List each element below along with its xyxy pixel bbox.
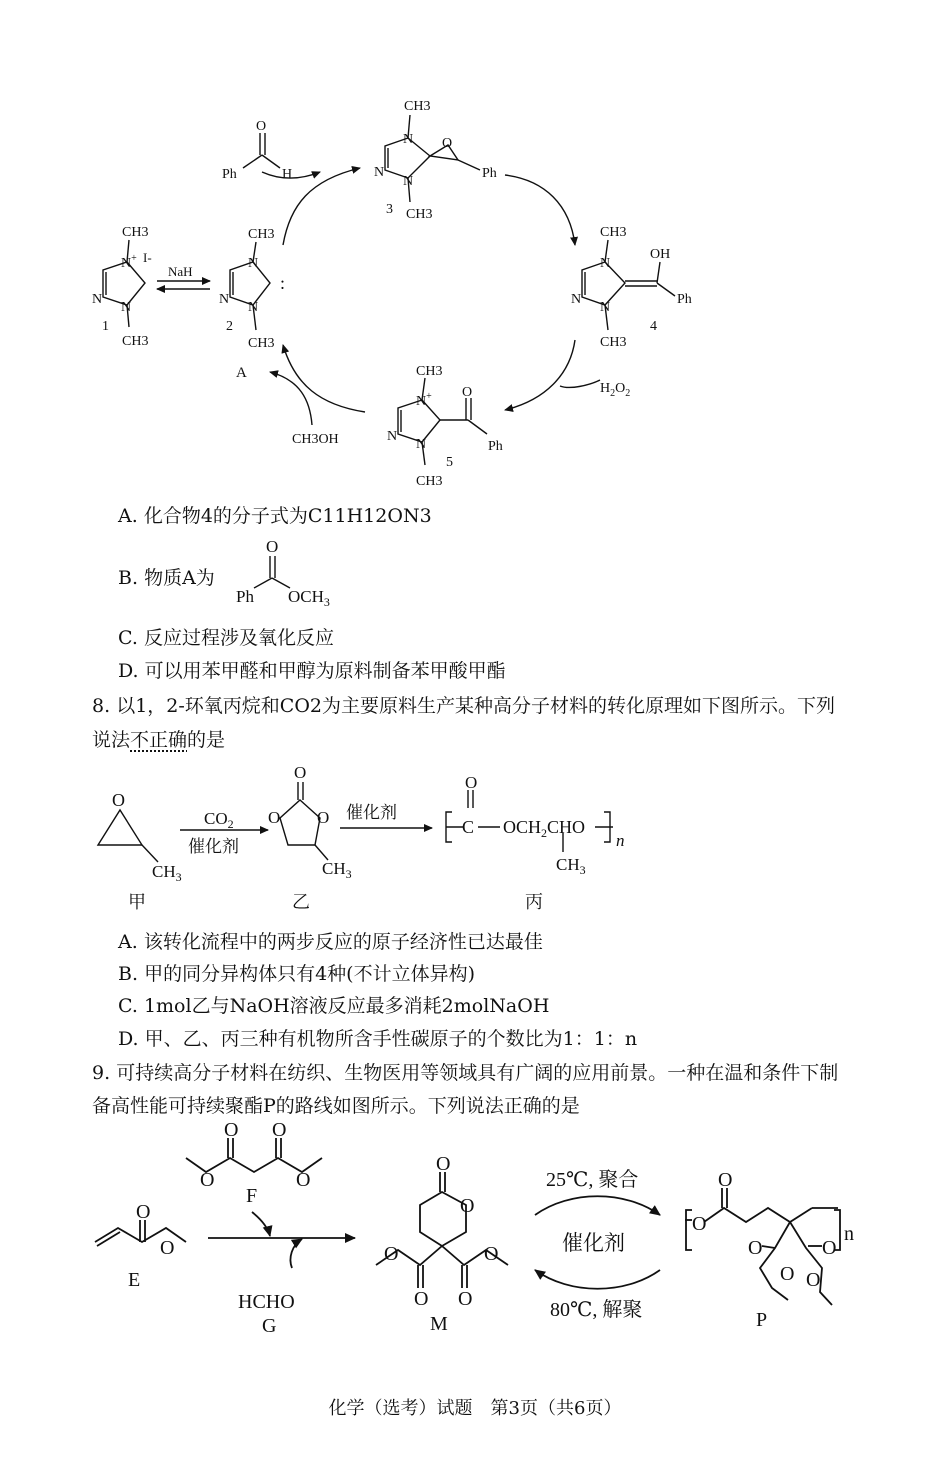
svg-text:O: O xyxy=(436,1153,451,1175)
c5-methyl-top: CH3 xyxy=(416,364,443,379)
co2-label: $CO_2$ xyxy=(204,809,234,831)
q9-stem-line1: 9. 可持续高分子材料在纺织、生物医用等领域具有广阔的应用前景。一种在温和条件下制 xyxy=(92,1062,839,1084)
svg-text:O: O xyxy=(692,1213,707,1235)
och3-label: $OCH_3$ xyxy=(288,587,330,609)
q8-stem-line2: 说法不正确的是 xyxy=(92,729,226,751)
nah-label: NaH xyxy=(168,264,193,279)
label-bing: 丙 xyxy=(525,892,543,912)
label-e: E xyxy=(128,1269,141,1291)
svg-text:N: N xyxy=(403,132,414,147)
c5-number: 5 xyxy=(446,455,453,470)
svg-text:O: O xyxy=(822,1237,837,1259)
product-a-label: A xyxy=(236,365,247,381)
q7-option-b-text: 物质A为 xyxy=(144,567,215,589)
svg-text:O: O xyxy=(458,1288,473,1310)
c3-methyl-bottom: CH3 xyxy=(406,207,433,222)
c3-methyl-top: CH3 xyxy=(404,99,431,114)
svg-text:O: O xyxy=(806,1269,821,1291)
hcho-label: HCHO xyxy=(238,1291,295,1313)
svg-text:O: O xyxy=(748,1237,763,1259)
h2o2-label: $H_2O_2$ xyxy=(600,381,631,399)
c5-ph: Ph xyxy=(488,439,503,454)
c4-ph: Ph xyxy=(677,292,692,307)
p-subscript-n: n xyxy=(844,1223,854,1245)
c4-methyl-bottom: CH3 xyxy=(600,335,627,350)
c4-methyl-top: CH3 xyxy=(600,225,627,240)
catalytic-cycle-scheme xyxy=(0,0,950,500)
svg-text:O: O xyxy=(256,119,267,134)
q8-emphasis: 不正确 xyxy=(130,729,188,751)
catalyst-label-2: 催化剂 xyxy=(346,803,397,822)
svg-text:N: N xyxy=(571,292,582,307)
bing-methyl: $CH_3$ xyxy=(556,855,586,877)
q7-option-b: B. 物质A为 xyxy=(118,567,215,589)
c1-n-plus: N+ xyxy=(121,253,137,271)
polymer-repeat-unit: $OCH_2CHO$ xyxy=(503,817,586,840)
q7-option-a: A. 化合物4的分子式为C11H12ON3 xyxy=(118,505,432,527)
c1-n-bottom: N xyxy=(121,300,132,315)
svg-text:O: O xyxy=(465,773,478,792)
svg-text:H: H xyxy=(282,167,293,182)
svg-text:O: O xyxy=(268,808,281,827)
svg-text:O: O xyxy=(112,790,125,810)
svg-text:O: O xyxy=(384,1243,399,1265)
c2-number: 2 xyxy=(226,319,233,334)
q8-option-d: D. 甲、乙、丙三种有机物所含手性碳原子的个数比为1：1：n xyxy=(118,1028,638,1050)
c2-methyl-top: CH3 xyxy=(248,227,275,242)
svg-text:O: O xyxy=(462,385,473,400)
svg-text:O: O xyxy=(718,1169,733,1191)
subscript-n: n xyxy=(616,831,625,850)
c1-methyl-top: CH3 xyxy=(122,225,149,240)
forward-condition: 25℃, 聚合 xyxy=(546,1169,639,1191)
svg-text:N: N xyxy=(600,256,611,271)
methyl-benzoate-structure xyxy=(232,537,352,609)
c2-methyl-bottom: CH3 xyxy=(248,336,275,351)
svg-text:N: N xyxy=(600,300,611,315)
q9-stem-line2: 备高性能可持续聚酯P的路线如图所示。下列说法正确的是 xyxy=(92,1095,580,1117)
svg-text:O: O xyxy=(460,1195,475,1217)
carbene-lone-pair: : xyxy=(280,273,286,293)
q8-option-a: A. 该转化流程中的两步反应的原子经济性已达最佳 xyxy=(118,931,543,953)
svg-text:N: N xyxy=(403,174,414,189)
page-footer: 化学（选考）试题 第3页（共6页） xyxy=(328,1398,622,1419)
catalyst-label-1: 催化剂 xyxy=(188,837,239,856)
svg-text:O: O xyxy=(317,808,330,827)
label-f: F xyxy=(246,1185,258,1207)
q7-option-c: C. 反应过程涉及氧化反应 xyxy=(118,627,334,649)
label-jia: 甲 xyxy=(128,892,146,912)
svg-text:O: O xyxy=(294,763,307,782)
c1-methyl-bottom: CH3 xyxy=(122,334,149,349)
yi-methyl: $CH_3$ xyxy=(322,859,352,881)
svg-text:O: O xyxy=(200,1169,215,1191)
label-m: M xyxy=(430,1313,448,1335)
ph-label: Ph xyxy=(236,587,254,606)
c4-number: 4 xyxy=(650,319,657,334)
q8-stem-line1: 8. 以1，2-环氧丙烷和CO2为主要原料生产某种高分子材料的转化原理如下图所示。下列 xyxy=(92,695,835,717)
svg-text:N: N xyxy=(374,165,385,180)
q7-option-c-text: 反应过程涉及氧化反应 xyxy=(143,627,334,649)
svg-text:O: O xyxy=(272,1119,287,1141)
svg-text:O: O xyxy=(266,537,279,556)
svg-text:O: O xyxy=(780,1263,795,1285)
catalyst-label: 催化剂 xyxy=(562,1231,625,1255)
c3-number: 3 xyxy=(386,202,393,217)
label-g: G xyxy=(262,1315,277,1337)
svg-text:N: N xyxy=(248,256,259,271)
jia-methyl: $CH_3$ xyxy=(152,862,182,884)
reverse-condition: 80℃, 解聚 xyxy=(550,1299,643,1321)
q7-option-a-text: 化合物4的分子式为C11H12ON3 xyxy=(143,505,432,527)
q8-scheme xyxy=(0,760,950,920)
c4-hydroxyl: OH xyxy=(650,247,671,262)
svg-text:N: N xyxy=(387,429,398,444)
q7-option-d-text: 可以用苯甲醛和甲醇为原料制备苯甲酸甲酯 xyxy=(144,660,506,682)
svg-text:C: C xyxy=(462,817,475,837)
svg-text:N: N xyxy=(416,437,427,452)
svg-text:O: O xyxy=(484,1243,499,1265)
svg-text:O: O xyxy=(296,1169,311,1191)
svg-text:O: O xyxy=(136,1201,151,1223)
c3-ph: Ph xyxy=(482,166,497,181)
label-yi: 乙 xyxy=(292,892,310,912)
label-p: P xyxy=(756,1309,768,1331)
svg-text:O: O xyxy=(224,1119,239,1141)
svg-text:O: O xyxy=(160,1237,175,1259)
svg-text:O: O xyxy=(442,136,453,151)
c1-iodide: I- xyxy=(143,250,152,265)
q9-scheme xyxy=(0,1120,950,1340)
svg-text:N+: N+ xyxy=(416,391,432,409)
c5-methyl-bottom: CH3 xyxy=(416,474,443,489)
c1-number: 1 xyxy=(102,319,109,334)
q7-option-d: D. 可以用苯甲醛和甲醇为原料制备苯甲酸甲酯 xyxy=(118,660,506,682)
svg-text:O: O xyxy=(414,1288,429,1310)
q8-option-c: C. 1mol乙与NaOH溶液反应最多消耗2molNaOH xyxy=(118,995,550,1017)
methanol-label: CH3OH xyxy=(292,432,339,447)
q8-option-b: B. 甲的同分异构体只有4种(不计立体异构) xyxy=(118,963,475,985)
svg-text:N: N xyxy=(219,292,230,307)
c1-n-left: N xyxy=(92,292,103,307)
svg-text:N: N xyxy=(248,300,259,315)
benzaldehyde-ph: Ph xyxy=(222,167,237,182)
